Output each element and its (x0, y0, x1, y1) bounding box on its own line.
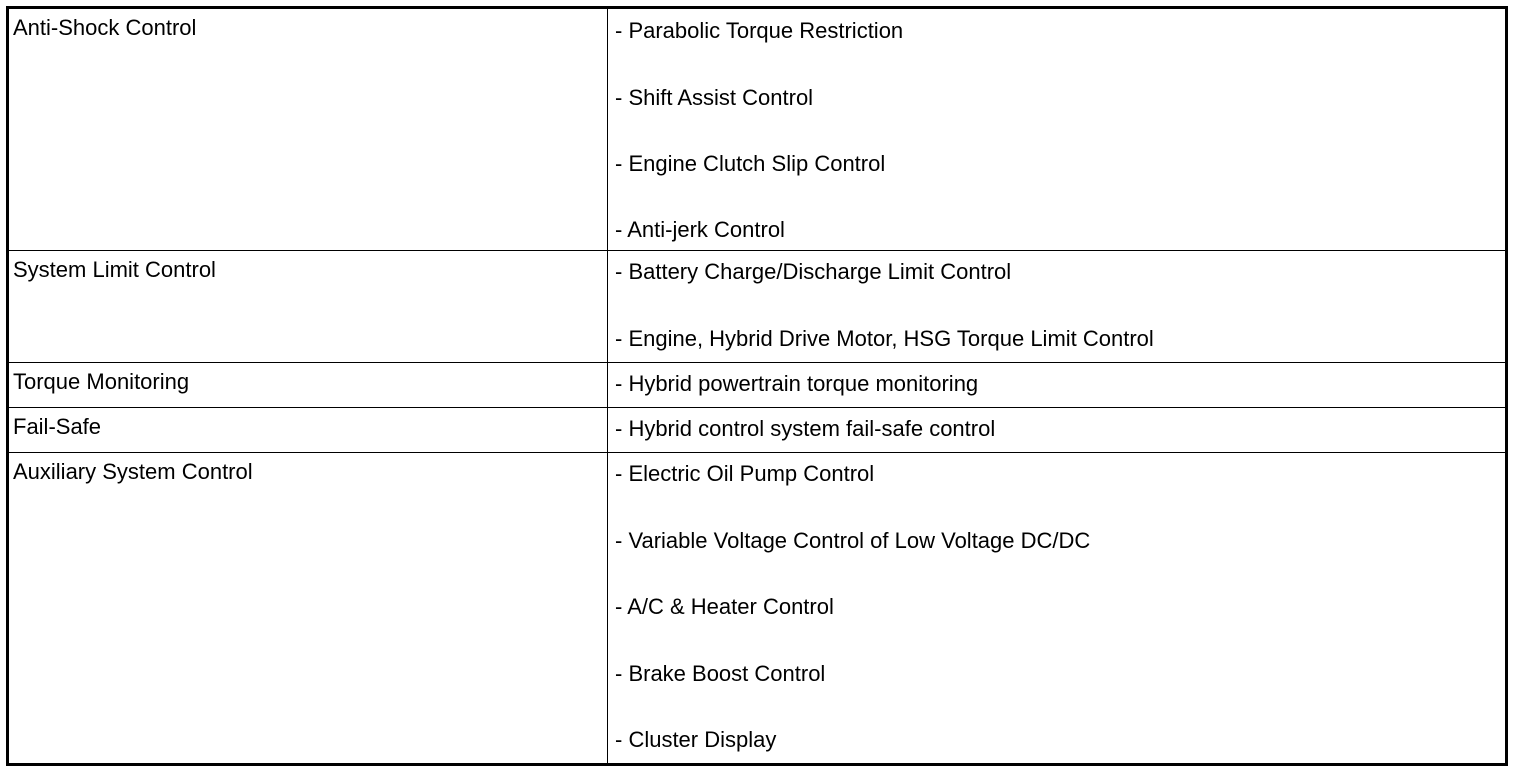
table-row (9, 452, 1505, 763)
function-name: Torque Monitoring (13, 369, 190, 394)
function-name: Fail-Safe (13, 414, 102, 439)
list-item: - Hybrid control system fail-safe control (615, 416, 996, 441)
list-item: - Variable Voltage Control of Low Voltage DC/DC (615, 528, 1091, 553)
function-name: System Limit Control (13, 257, 216, 282)
function-name: Auxiliary System Control (13, 459, 253, 484)
list-item: - Brake Boost Control (615, 661, 826, 686)
function-table (6, 6, 1508, 766)
list-item: - Hybrid powertrain torque monitoring (615, 371, 979, 396)
table-row (9, 407, 1505, 453)
list-item: - Parabolic Torque Restriction (615, 18, 904, 43)
list-item: - Engine, Hybrid Drive Motor, HSG Torque Limit Control (615, 326, 1154, 351)
list-item: - Engine Clutch Slip Control (615, 151, 886, 176)
function-name: Anti-Shock Control (13, 15, 197, 40)
list-item: - Cluster Display (615, 727, 777, 752)
list-item: - Electric Oil Pump Control (615, 461, 875, 486)
list-item: - Shift Assist Control (615, 85, 814, 110)
list-item: - A/C & Heater Control (615, 594, 834, 619)
list-item: - Anti-jerk Control (615, 217, 785, 242)
list-item: - Battery Charge/Discharge Limit Control (615, 259, 1012, 284)
table-row (9, 362, 1505, 407)
table-row (9, 9, 1505, 251)
table-row (9, 250, 1505, 363)
